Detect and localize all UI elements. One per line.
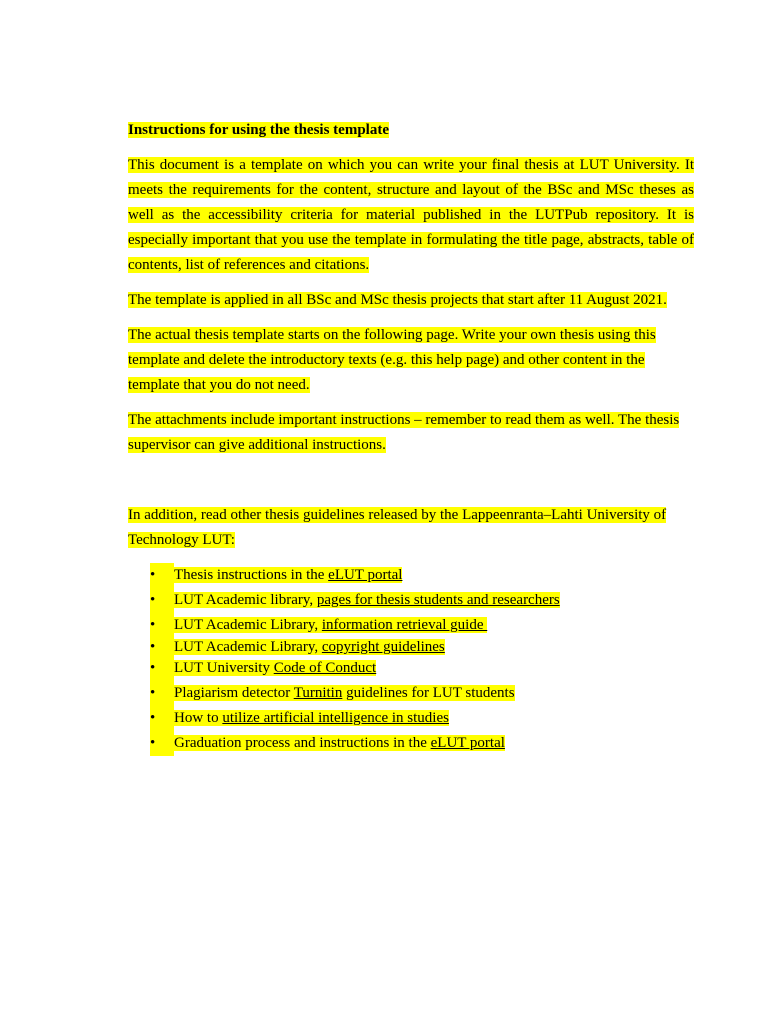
list-item-text: LUT Academic library, [174,592,317,608]
ai-in-studies-link[interactable]: utilize artificial intelligence in studies [222,710,449,726]
list-item [128,613,694,638]
list-item-text: LUT University [174,660,274,676]
copyright-guidelines-link[interactable]: copyright guidelines [321,639,445,655]
bullet-icon [150,681,174,706]
turnitin-link[interactable]: Turnitin [293,685,343,701]
list-item [128,563,694,588]
list-item [128,731,694,756]
bullet-icon [150,588,174,613]
list-item [128,706,694,731]
attachments-paragraph [128,408,694,458]
template-start-paragraph [128,323,694,398]
attachments-paragraph-text: The attachments include important instructions – remember to read them as well. The thesis supervisor can give additional instructions. [128,412,680,453]
guidelines-intro-paragraph-text: In addition, read other thesis guidelines released by the Lappeenranta–Lahti University of Technology LUT: [128,507,667,548]
list-item-text: Graduation process and instructions in the [174,735,431,751]
thesis-students-researchers-link[interactable]: pages for thesis students and researchers [316,592,560,608]
list-item-text: Thesis instructions in the [174,567,329,583]
template-start-paragraph-text: The actual thesis template starts on the following page. Write your own thesis using this template and delete the introductory texts (e.g. this help page) and other content in the template that you do not need. [128,327,656,393]
code-of-conduct-link[interactable]: Code of Conduct [273,660,377,676]
bullet-icon [150,563,174,588]
list-item [128,681,694,706]
applicability-paragraph-text: The template is applied in all BSc and MSc thesis projects that start after 11 August 2021. [128,292,667,308]
blank-line [128,468,694,503]
bullet-icon [150,706,174,731]
list-item-text: How to [174,710,223,726]
guidelines-list [128,563,694,756]
list-item-text: LUT Academic Library, [174,639,322,655]
list-item [128,656,694,681]
bullet-icon [150,613,174,638]
list-item [128,588,694,613]
heading-text: Instructions for using the thesis template [128,122,389,138]
document-page [128,118,694,756]
list-item-text: LUT Academic Library, [174,617,322,633]
list-item-text: Plagiarism detector [174,685,294,701]
bullet-icon [150,731,174,756]
elut-portal-link[interactable]: eLUT portal [328,567,403,583]
guidelines-intro-paragraph [128,503,694,553]
applicability-paragraph [128,288,694,313]
intro-paragraph-text: This document is a template on which you can write your final thesis at LUT University. It meets the requirements for the content, structure and layout of the BSc and MSc theses as well as the accessibility criteria for material published in the LUTPub repository. It is especially important that you use the template in formulating the title page, abstracts, table of contents, list of references and citations. [128,157,694,273]
bullet-icon [150,638,174,656]
information-retrieval-guide-link[interactable]: information retrieval guide [321,617,488,633]
graduation-elut-portal-link[interactable]: eLUT portal [430,735,505,751]
document-heading [128,118,694,142]
list-item-text-after: guidelines for LUT students [342,685,515,701]
intro-paragraph [128,153,694,278]
bullet-icon [150,656,174,681]
list-item [128,638,694,656]
